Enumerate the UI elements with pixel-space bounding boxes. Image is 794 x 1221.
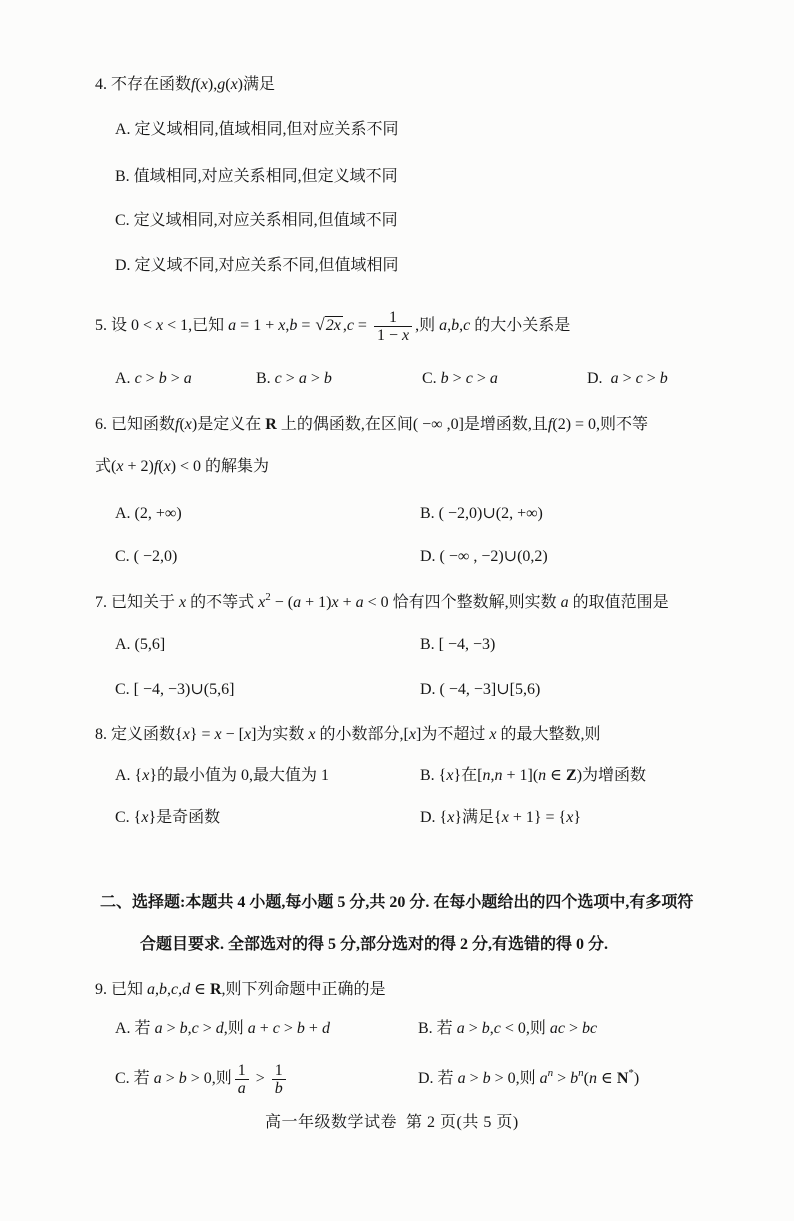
text-run: }满足{ (454, 809, 502, 826)
text-run: 的最大整数,则 (496, 726, 601, 743)
text-run: 5. 设 0 < (95, 317, 157, 334)
math-variable: a (147, 981, 156, 998)
text-run: A. (115, 370, 135, 387)
question-8-option-a (115, 764, 329, 788)
text-run: ∈ (190, 981, 210, 998)
math-variable: c (346, 317, 354, 334)
number-set-symbol: N (616, 1070, 629, 1087)
math-variable: a (489, 370, 498, 387)
text-run: }的最小值为 0,最大值为 1 (149, 767, 330, 784)
math-variable: a (153, 1070, 162, 1087)
text-run: > (465, 1070, 483, 1087)
text-run: A. { (115, 767, 143, 784)
math-variable: b (659, 370, 668, 387)
math-variable: b (481, 1020, 490, 1037)
text-run: }在[ (453, 767, 483, 784)
text-run: D. (587, 370, 611, 387)
question-9-option-d (418, 1060, 639, 1098)
math-variable: x (447, 809, 455, 826)
fraction-denominator-row (235, 1080, 249, 1097)
math-variable: b (451, 317, 460, 334)
fraction (272, 1062, 286, 1097)
text-run: C. { (115, 809, 142, 826)
math-variable: c (465, 370, 473, 387)
page-footer: 高一年级数学试卷 第 2 页(共 5 页) (265, 1114, 519, 1131)
text-run: 的大小关系是 (470, 317, 571, 334)
question-5-option-a (115, 367, 192, 391)
text-run: A. (5,6] (115, 636, 166, 653)
text-run: 8. 定义函数{ (95, 726, 183, 743)
math-variable: f (547, 416, 553, 433)
math-variable: b (440, 370, 449, 387)
text-run: > (251, 1070, 269, 1087)
math-variable: c (274, 370, 282, 387)
text-run: = 1 + (236, 317, 279, 334)
math-variable: f (191, 76, 196, 93)
question-8-stem (95, 723, 600, 747)
fraction-denominator-variable: a (237, 1079, 246, 1097)
number-set-symbol: R (209, 981, 222, 998)
exponent: * (628, 1067, 634, 1079)
question-8-option-c (115, 806, 220, 830)
question-8-option-d (420, 806, 581, 830)
question-6-option-c (115, 545, 177, 569)
section-2-heading-line-1: 二、选择题:本题共 4 小题,每小题 5 分,共 20 分. 在每小题给出的四个选项中,有多项符 (100, 894, 694, 911)
text-run: , (342, 317, 347, 334)
text-run: > (306, 370, 324, 387)
text-run: ,则下列命题中正确的是 (221, 981, 386, 998)
text-run: > (618, 370, 636, 387)
math-variable: x (489, 726, 497, 743)
math-variable: a (183, 370, 192, 387)
text-run: > (553, 1070, 571, 1087)
text-run: ( (158, 458, 164, 475)
math-variable: n (482, 767, 491, 784)
number-set-symbol: Z (566, 767, 577, 784)
text-run: } (573, 809, 582, 826)
math-variable: c (272, 1020, 280, 1037)
math-variable: x (501, 809, 509, 826)
question-5-option-c (422, 367, 498, 391)
text-run: > (166, 370, 184, 387)
math-variable: x (446, 767, 454, 784)
fraction-denominator-row (272, 1080, 286, 1097)
text-run: A. (2, +∞) (115, 505, 182, 522)
math-variable: a (228, 317, 237, 334)
text-run: > (279, 1020, 297, 1037)
text-run: > (198, 1020, 216, 1037)
text-run: + 1} = { (508, 809, 567, 826)
text-run: , (167, 981, 172, 998)
math-variable: bc (582, 1020, 598, 1037)
text-run: > (162, 1020, 180, 1037)
math-variable: b (178, 1070, 187, 1087)
text-run: ), (207, 76, 218, 93)
math-variable: a (298, 370, 307, 387)
question-7-option-c (115, 678, 234, 702)
math-variable: x (331, 594, 339, 611)
math-variable: a (457, 1070, 466, 1087)
question-9-stem (95, 978, 386, 1002)
text-run: 4. 不存在函数 (95, 76, 192, 93)
text-run: , (490, 767, 495, 784)
math-variable: c (191, 1020, 199, 1037)
question-6-option-b (420, 502, 543, 526)
math-variable: b (289, 317, 298, 334)
math-variable: x (258, 594, 266, 611)
text-run: )为增函数 (576, 767, 647, 784)
fraction-numerator: 1 (374, 309, 412, 327)
fraction-denominator-variable: x (401, 326, 410, 344)
text-run: A. 定义域相同,值域相同,但对应关系不同 (115, 121, 399, 138)
math-variable: n (538, 767, 547, 784)
text-run: , (489, 1020, 494, 1037)
math-variable: x (214, 726, 222, 743)
text-run: > (448, 370, 466, 387)
fraction-numerator: 1 (272, 1062, 286, 1080)
math-variable: b (296, 1020, 305, 1037)
text-run: 9. 已知 (95, 981, 148, 998)
question-4-option-b (115, 165, 398, 189)
radicand: 2x (325, 317, 341, 334)
math-variable: x (163, 458, 171, 475)
fraction (374, 309, 412, 344)
text-run: }是奇函数 (148, 809, 221, 826)
question-5-option-d (587, 367, 668, 391)
math-variable: x (179, 594, 187, 611)
math-variable: a (293, 594, 302, 611)
math-variable: x (156, 317, 164, 334)
math-variable: b (159, 981, 168, 998)
text-run: B. ( −2,0)∪(2, +∞) (420, 505, 543, 522)
text-run: D. 若 (418, 1070, 458, 1087)
text-run: ( (225, 76, 231, 93)
fraction-denominator-row (374, 327, 412, 344)
text-run: D. ( −4, −3]∪[5,6) (420, 681, 541, 698)
text-run: ,则 (223, 1020, 248, 1037)
text-run: C. 定义域相同,对应关系相同,但值域不同 (115, 212, 398, 229)
text-run: ) < 0 的解集为 (170, 458, 270, 475)
text-run: C. ( −2,0) (115, 548, 178, 565)
text-run: D. ( −∞ , −2)∪(0,2) (420, 548, 548, 565)
text-run: , (155, 981, 160, 998)
question-6-stem-line-2 (95, 455, 269, 479)
text-run: (2) = 0,则不等 (552, 416, 649, 433)
text-run: ]为实数 (251, 726, 309, 743)
text-run: ,则 (415, 317, 440, 334)
math-variable: a (439, 317, 448, 334)
text-run: , (178, 981, 183, 998)
math-variable: x (141, 809, 149, 826)
text-run: ( (195, 76, 201, 93)
math-variable: f (153, 458, 159, 475)
math-variable: x (408, 726, 416, 743)
text-run: > 0,则 (490, 1070, 540, 1087)
text-run: + 2) (123, 458, 154, 475)
text-run: ( (179, 416, 185, 433)
question-7-option-a (115, 633, 165, 657)
math-variable: a (560, 594, 569, 611)
math-variable: x (566, 809, 574, 826)
text-run: ]为不超过 (415, 726, 490, 743)
math-variable: c (493, 1020, 501, 1037)
text-run: < 0 恰有四个整数解,则实数 (363, 594, 561, 611)
math-variable: d (182, 981, 191, 998)
text-run: 的小数部分,[ (315, 726, 409, 743)
text-run: > (472, 370, 490, 387)
text-run: − ( (270, 594, 294, 611)
question-4-option-d (115, 254, 399, 278)
question-6-option-a (115, 502, 182, 526)
question-5-stem (95, 306, 570, 344)
math-variable: c (463, 317, 471, 334)
math-variable: d (321, 1020, 330, 1037)
math-variable: c (134, 370, 142, 387)
question-6-stem-line-1 (95, 413, 648, 437)
text-run: , (447, 317, 452, 334)
math-variable: a (355, 594, 364, 611)
question-8-option-b (420, 764, 646, 788)
question-7-option-b (420, 633, 495, 657)
math-variable: f (175, 416, 180, 433)
text-run: C. [ −4, −3)∪(5,6] (115, 681, 235, 698)
question-9-option-c (115, 1060, 289, 1098)
text-run: D. 定义域不同,对应关系不同,但值域相同 (115, 257, 399, 274)
exponent: n (578, 1067, 584, 1079)
text-run: + 1]( (502, 767, 539, 784)
text-run: ∈ (546, 767, 567, 784)
text-run: , (187, 1020, 192, 1037)
number-set-symbol: R (265, 416, 277, 433)
text-run: > 0,则 (186, 1070, 232, 1087)
text-run: B. [ −4, −3) (420, 636, 496, 653)
question-4-option-a (115, 118, 399, 142)
math-variable: b (158, 370, 167, 387)
text-run: } = (189, 726, 215, 743)
math-variable: x (142, 767, 150, 784)
question-4-stem (95, 73, 275, 97)
text-run: = (297, 317, 315, 334)
text-run: = (353, 317, 371, 334)
text-run: + (338, 594, 356, 611)
math-variable: b (323, 370, 332, 387)
text-run: > (161, 1070, 179, 1087)
text-run: > (141, 370, 159, 387)
question-4-option-c (115, 209, 398, 233)
math-variable: a (610, 370, 619, 387)
text-run: C. (422, 370, 441, 387)
text-run: ) (633, 1070, 640, 1087)
text-run: < 0,则 (500, 1020, 550, 1037)
exponent: n (547, 1067, 554, 1079)
text-run: − [ (221, 726, 244, 743)
text-run: > (464, 1020, 482, 1037)
math-variable: x (184, 416, 192, 433)
text-run: 上的偶函数,在区间( −∞ ,0]是增函数,且 (276, 416, 548, 433)
math-variable: c (171, 981, 179, 998)
math-variable: g (217, 76, 226, 93)
question-6-option-d (420, 545, 548, 569)
question-9-option-a (115, 1017, 330, 1041)
text-run: 式( (95, 458, 117, 475)
text-run: 6. 已知函数 (95, 416, 176, 433)
radical-sign: √ (315, 315, 325, 334)
math-variable: x (182, 726, 190, 743)
text-run: B. (256, 370, 275, 387)
question-7-stem (95, 591, 669, 615)
math-variable: x (278, 317, 286, 334)
math-variable: b (482, 1070, 491, 1087)
text-run: + (255, 1020, 273, 1037)
math-variable: b (570, 1070, 579, 1087)
math-variable: n (588, 1070, 597, 1087)
question-5-option-b (256, 367, 332, 391)
text-run: ∈ (596, 1070, 617, 1087)
fraction-denominator-variable: b (274, 1079, 283, 1097)
math-variable: a (456, 1020, 465, 1037)
text-run: + (304, 1020, 322, 1037)
math-variable: a (539, 1070, 548, 1087)
text-run: )是定义在 (191, 416, 266, 433)
text-run: , (285, 317, 290, 334)
fraction-numerator: 1 (235, 1062, 249, 1080)
text-run: 7. 已知关于 (95, 594, 180, 611)
text-run: ( (583, 1070, 589, 1087)
question-9-option-b (418, 1017, 597, 1041)
math-variable: x (243, 726, 252, 743)
text-run: B. 值域相同,对应关系相同,但定义域不同 (115, 168, 398, 185)
math-variable: b (179, 1020, 188, 1037)
exponent: 2 (265, 591, 271, 603)
text-run: 的不等式 (186, 594, 259, 611)
text-run: A. 若 (115, 1020, 155, 1037)
fraction-denominator: 1 − (376, 326, 402, 344)
math-variable: x (200, 76, 208, 93)
math-variable: ac (549, 1020, 565, 1037)
text-run: C. 若 (115, 1070, 154, 1087)
text-run: + 1) (301, 594, 332, 611)
text-run: B. { (420, 767, 447, 784)
text-run: > (642, 370, 660, 387)
math-variable: x (308, 726, 316, 743)
text-run: , (459, 317, 464, 334)
text-run: B. 若 (418, 1020, 457, 1037)
text-run: > (564, 1020, 582, 1037)
fraction (235, 1062, 249, 1097)
section-2-heading-line-2: 合题目要求. 全部选对的得 5 分,部分选对的得 2 分,有选错的得 0 分. (140, 936, 609, 953)
text-run: < 1,已知 (163, 317, 229, 334)
math-variable: a (154, 1020, 163, 1037)
math-variable: n (494, 767, 503, 784)
math-variable: a (247, 1020, 256, 1037)
question-7-option-d (420, 678, 540, 702)
text-run: > (281, 370, 299, 387)
text-run: 的取值范围是 (568, 594, 669, 611)
text-run: D. { (420, 809, 448, 826)
text-run: )满足 (237, 76, 276, 93)
math-variable: x (230, 76, 238, 93)
math-variable: c (635, 370, 643, 387)
math-variable: d (215, 1020, 224, 1037)
math-variable: x (116, 458, 124, 475)
